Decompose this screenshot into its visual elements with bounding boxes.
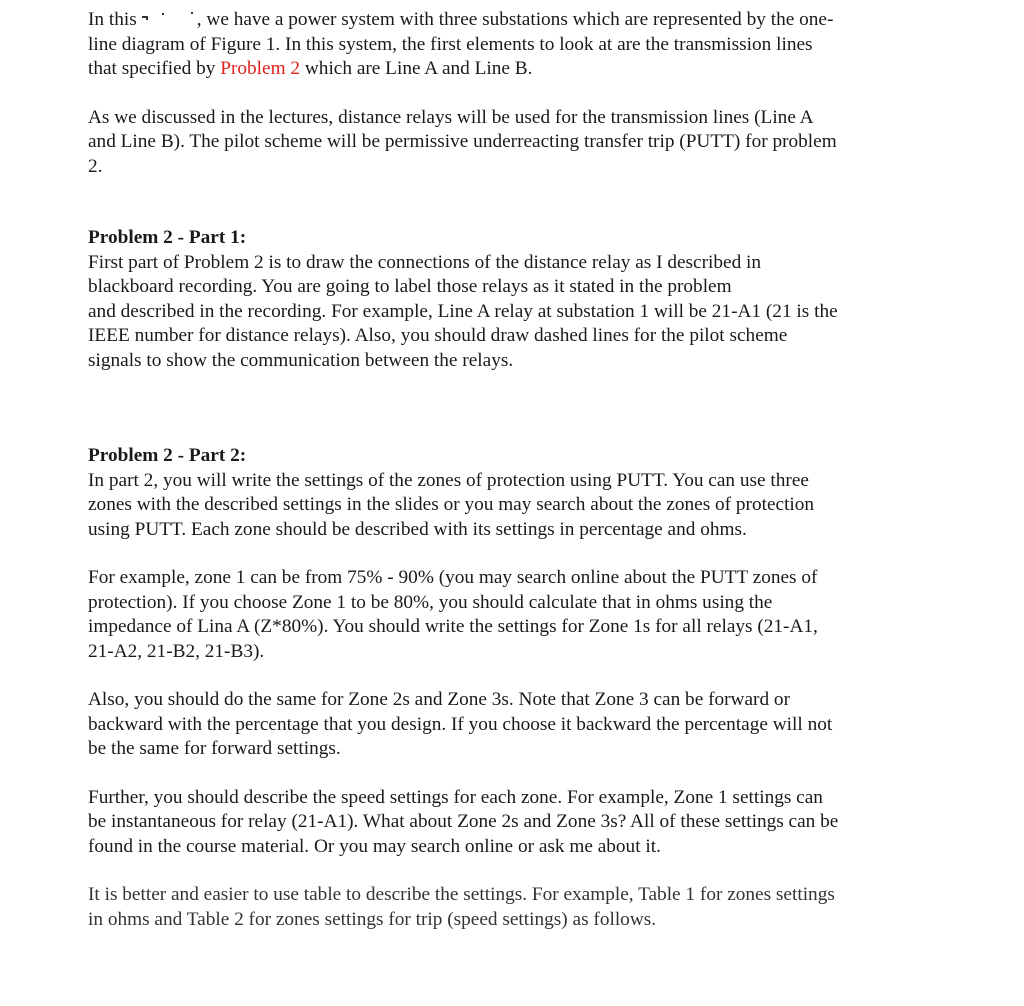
intro-paragraph	[88, 8, 938, 82]
text-line: zones with the described settings in the slides or you may search about the zones of protection	[88, 494, 815, 515]
text-line: In part 2, you will write the settings of the zones of protection using PUTT. You can use three	[88, 469, 809, 491]
text-line: using PUTT. Each zone should be described with its settings in percentage and ohms.	[88, 518, 747, 540]
redacted-mark	[137, 11, 197, 25]
part2-section	[88, 444, 938, 542]
text-line: First part of Problem 2 is to draw the connections of the distance relay as I described in	[88, 251, 762, 273]
text-line: 2.	[88, 155, 103, 177]
text-line: protection). If you choose Zone 1 to be 80%, you should calculate that in ohms using the	[88, 591, 773, 613]
pilot-scheme-paragraph	[88, 106, 938, 180]
text-line: Also, you should do the same for Zone 2s and Zone 3s. Note that Zone 3 can be forward or	[88, 689, 790, 710]
part1-section	[88, 226, 938, 373]
intro-line-2: line diagram of Figure 1. In this system, the first elements to look at are the transmission lines	[88, 33, 813, 55]
zone-2-3-paragraph	[88, 688, 938, 762]
document-page	[88, 8, 938, 932]
intro-line-1	[88, 8, 938, 33]
text-line: blackboard recording. You are going to label those relays as it stated in the problem	[88, 276, 732, 297]
intro-line-1-start: In this	[88, 9, 137, 30]
part2-heading: Problem 2 - Part 2:	[88, 445, 247, 466]
text-line: in ohms and Table 2 for zones settings for trip (speed settings) as follows.	[88, 908, 657, 930]
zone-example-paragraph	[88, 566, 938, 664]
speed-settings-paragraph	[88, 786, 938, 860]
text-line: be the same for forward settings.	[88, 738, 341, 759]
intro-line-1-end: , we have a power system with three substations which are represented by the one-	[196, 9, 834, 30]
part1-heading: Problem 2 - Part 1:	[88, 227, 247, 248]
text-line: backward with the percentage that you design. If you choose it backward the percentage will not	[88, 713, 833, 735]
intro-line-3-start: that specified by	[88, 58, 221, 79]
tables-paragraph	[88, 883, 938, 932]
text-line: impedance of Lina A (Z*80%). You should write the settings for Zone 1s for all relays (21-A1,	[88, 616, 818, 637]
text-line: IEEE number for distance relays). Also, you should draw dashed lines for the pilot scheme	[88, 325, 788, 346]
text-line: 21-A2, 21-B2, 21-B3).	[88, 640, 265, 662]
text-line: be instantaneous for relay (21-A1). What about Zone 2s and Zone 3s? All of these settings can be	[88, 811, 839, 832]
text-line: It is better and easier to use table to describe the settings. For example, Table 1 for zones settings	[88, 884, 835, 905]
text-line: and Line B). The pilot scheme will be permissive underreacting transfer trip (PUTT) for problem	[88, 131, 837, 152]
text-line: found in the course material. Or you may search online or ask me about it.	[88, 835, 661, 857]
text-line: Further, you should describe the speed settings for each zone. For example, Zone 1 settings can	[88, 786, 823, 808]
text-line: signals to show the communication between the relays.	[88, 349, 514, 371]
text-line: For example, zone 1 can be from 75% - 90% (you may search online about the PUTT zones of	[88, 567, 818, 588]
intro-line-3	[88, 57, 938, 82]
problem-2-reference: Problem 2	[220, 58, 301, 79]
intro-line-3-end: which are Line A and Line B.	[300, 58, 533, 79]
text-line: As we discussed in the lectures, distance relays will be used for the transmission lines (Line A	[88, 106, 814, 128]
text-line: and described in the recording. For example, Line A relay at substation 1 will be 21-A1 (21 is the	[88, 300, 838, 322]
